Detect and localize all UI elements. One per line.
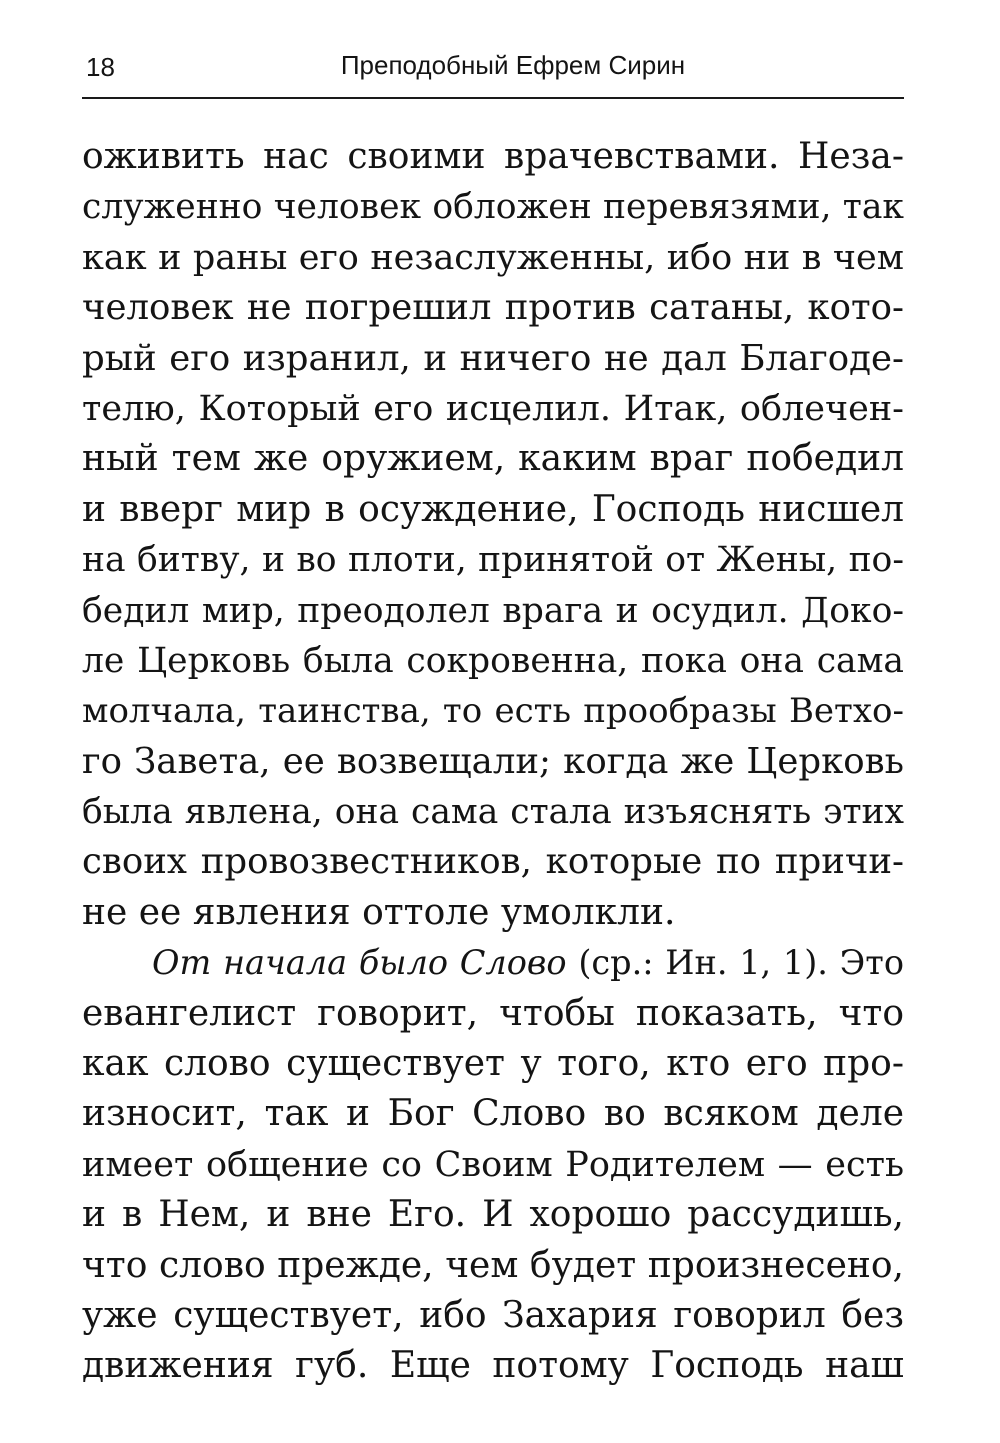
text-line: и вверг мир в осуждение, Господь нисшел (82, 488, 904, 530)
text-line: человек не погрешил против сатаны, кото- (82, 287, 904, 329)
text-line: молчала, таинства, то есть прообразы Ветхо- (82, 691, 904, 732)
text-line: была явлена, она сама стала изъяснять этих (82, 792, 904, 833)
scripture-quote: От начала было Слово (152, 943, 567, 983)
text-line: ле Церковь была сокровенна, пока она сама (82, 640, 904, 681)
text-line: телю, Который его исцелил. Итак, облечен- (82, 388, 904, 429)
text-line: что слово прежде, чем будет произнесено, (82, 1244, 904, 1286)
paragraph-first-line (82, 938, 904, 988)
text-line: служенно человек обложен перевязями, так (82, 187, 904, 228)
text-line: рый его изранил, и ничего не дал Благоде- (82, 337, 904, 379)
page-number: 18 (86, 52, 115, 82)
text-line: ный тем же оружием, каким враг победил (82, 438, 904, 480)
text-line: как слово существует у того, кто его про- (82, 1043, 904, 1085)
text-line: как и раны его незаслуженны, ибо ни в чем (82, 237, 904, 278)
text-line: имеет общение со Своим Родителем — есть (82, 1144, 904, 1185)
scripture-reference: (ср.: Ин. 1, 1). Это (566, 943, 904, 983)
running-title: Преподобный Ефрем Сирин (340, 50, 686, 80)
text-line: своих провозвестников, которые по причи- (82, 841, 904, 883)
body-text (82, 132, 904, 1392)
text-line: износит, так и Бог Слово во всяком деле (82, 1093, 904, 1135)
text-line: бедил мир, преодолел врага и осудил. Доко- (82, 590, 904, 631)
text-line: евангелист говорит, чтобы показать, что (82, 992, 904, 1034)
text-line: го Завета, ее возвещали; когда же Церковь (82, 740, 904, 782)
text-line: на битву, и во плоти, принятой от Жены, по- (82, 540, 904, 581)
text-line: оживить нас своими врачевствами. Неза- (82, 136, 904, 177)
text-line: уже существует, ибо Захария говорил без (82, 1294, 904, 1336)
page-header (82, 50, 904, 90)
text-line: и в Нем, и вне Его. И хорошо рассудишь, (82, 1194, 904, 1236)
text-line: не ее явления оттоле умолкли. (82, 891, 676, 933)
text-line: движения губ. Еще потому Господь наш (82, 1345, 904, 1387)
header-rule (82, 97, 904, 99)
